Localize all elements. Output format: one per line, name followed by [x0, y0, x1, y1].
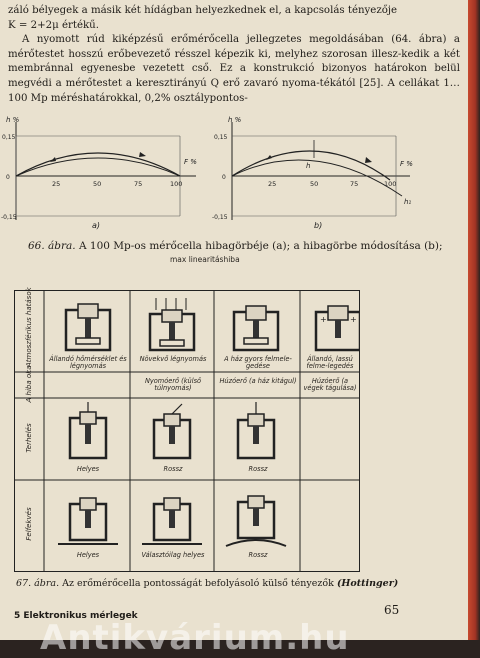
figure-66-caption-num: 66. ábra. — [28, 240, 76, 252]
watermark: Antikvárium.hu — [40, 618, 350, 658]
chart-b-xlabel: F % — [400, 160, 413, 168]
caption-r4c2: Választóilag helyes — [141, 551, 205, 559]
figure-66-caption — [28, 240, 443, 252]
chart-a-xtick-25: 25 — [52, 180, 61, 188]
chart-b — [212, 116, 413, 230]
chart-b-xtick-75: 75 — [350, 180, 359, 188]
figure-66-caption-text: A 100 Mp-os mérőcella hibagörbéje (a); a hibagörbe módosítása (b); — [78, 240, 443, 252]
chart-a-xtick-100: 100 — [170, 180, 183, 188]
caption-r1c4: Állandó, lassú felme-legedés — [306, 355, 354, 371]
row-label-support: Felfekvés — [25, 507, 33, 541]
row-label-load: Terhelés — [25, 423, 33, 453]
cell-r1c3 — [234, 306, 278, 350]
caption-r2c4: Húzóerő (a végek tágulása) — [303, 377, 357, 393]
caption-r1c3: A ház gyors felmele-gedése — [224, 355, 292, 371]
chart-b-xtick-50: 50 — [310, 180, 319, 188]
text-paragraph: A nyomott rúd kiképzésű erőmérőcella jellegzetes megoldásában (64. ábra) a mérőtestet hosszú erőbevezető résszel képezik ki, melyhez szorosan illesz-kedik a két membránnal egyenesbe vezetett cső. Ez a konstrukció bizonyos határokon belül megvédi a mérőtestet a keresztirányú Q erő zavaró nyoma-tékától [25]. A cellákat 1…100 Mp méréshatárokkal, 0,2% osztálypontos- — [8, 34, 460, 104]
chart-a-ytick-bottom: -0,15 — [1, 214, 17, 221]
chart-a — [1, 116, 197, 230]
caption-r2c2: Nyomóerő (külső túlnyomás) — [144, 377, 202, 393]
chapter-footer: 5 Elektronikus mérlegek — [14, 611, 138, 621]
cell-r1c4 — [316, 306, 360, 350]
caption-r3c2: Rossz — [163, 465, 183, 473]
chart-a-ytick-top: 0,15 — [2, 134, 16, 141]
chart-b-xtick-100: 100 — [384, 180, 397, 188]
caption-r4c1: Helyes — [76, 551, 100, 559]
svg-text:+: + — [320, 315, 327, 324]
caption-r3c1: Helyes — [76, 465, 100, 473]
chart-b-ytick-top: 0,15 — [214, 134, 228, 141]
chart-b-xtick-25: 25 — [268, 180, 277, 188]
caption-r1c1: Állandó hőmérséklet és légnyomás — [49, 355, 127, 371]
svg-text:+: + — [350, 315, 357, 324]
cell-r3c2 — [154, 404, 190, 458]
cell-r4c1 — [58, 498, 118, 544]
caption-r2c3: Húzóerő (a ház kitágul) — [219, 377, 297, 385]
figure-67-caption-source: (Hottinger) — [336, 578, 399, 589]
figure-67-caption-text: Az erőmérőcella pontosságát befolyásoló külső tényezők — [62, 578, 334, 589]
row-label-atmospheric: Atmoszférikus hatások — [25, 287, 33, 367]
caption-r3c3: Rossz — [248, 465, 268, 473]
chart-a-xlabel: F % — [184, 158, 197, 166]
cell-r3c1 — [70, 402, 106, 458]
chart-b-ytick-bottom: -0,15 — [212, 214, 228, 221]
text-line-2: K = 2+2μ értékű. — [8, 19, 99, 31]
chart-b-ylabel: h % — [228, 116, 242, 124]
caption-r1c2: Növekvő légnyomás — [139, 355, 207, 363]
cell-r1c2 — [150, 298, 194, 350]
book-edge — [468, 0, 480, 640]
page-number: 65 — [384, 603, 400, 617]
figure-66-caption-sub: max linearitáshiba — [170, 255, 240, 264]
figure-67-caption-num: 67. ábra. — [16, 578, 60, 589]
body-text — [8, 4, 460, 106]
chart-a-ytick-zero: 0 — [6, 174, 10, 181]
figure-67-caption — [16, 578, 398, 589]
caption-r4c3: Rossz — [248, 551, 268, 559]
chart-b-curve-h: h — [306, 162, 311, 170]
cell-r4c2 — [142, 498, 202, 544]
chart-b-curve-h1: h₁ — [404, 198, 412, 206]
cell-r4c3 — [226, 496, 286, 546]
chart-a-xtick-75: 75 — [134, 180, 143, 188]
text-line-1: záló bélyegek a másik két hídágban helyezkednek el, a kapcsolás tényezője — [8, 5, 398, 16]
row-label-cause: A hiba oka — [25, 365, 33, 403]
figure-66-charts — [0, 112, 468, 232]
chart-a-sublabel: a) — [92, 221, 101, 230]
chart-b-ytick-zero: 0 — [222, 174, 226, 181]
cell-r3c3 — [238, 402, 274, 458]
figure-67 — [14, 287, 360, 572]
chart-a-ylabel: h % — [6, 116, 20, 124]
cell-r1c1 — [66, 304, 110, 350]
chart-a-xtick-50: 50 — [93, 180, 102, 188]
chart-b-sublabel: b) — [314, 221, 323, 230]
figure-67-grid — [14, 287, 360, 572]
